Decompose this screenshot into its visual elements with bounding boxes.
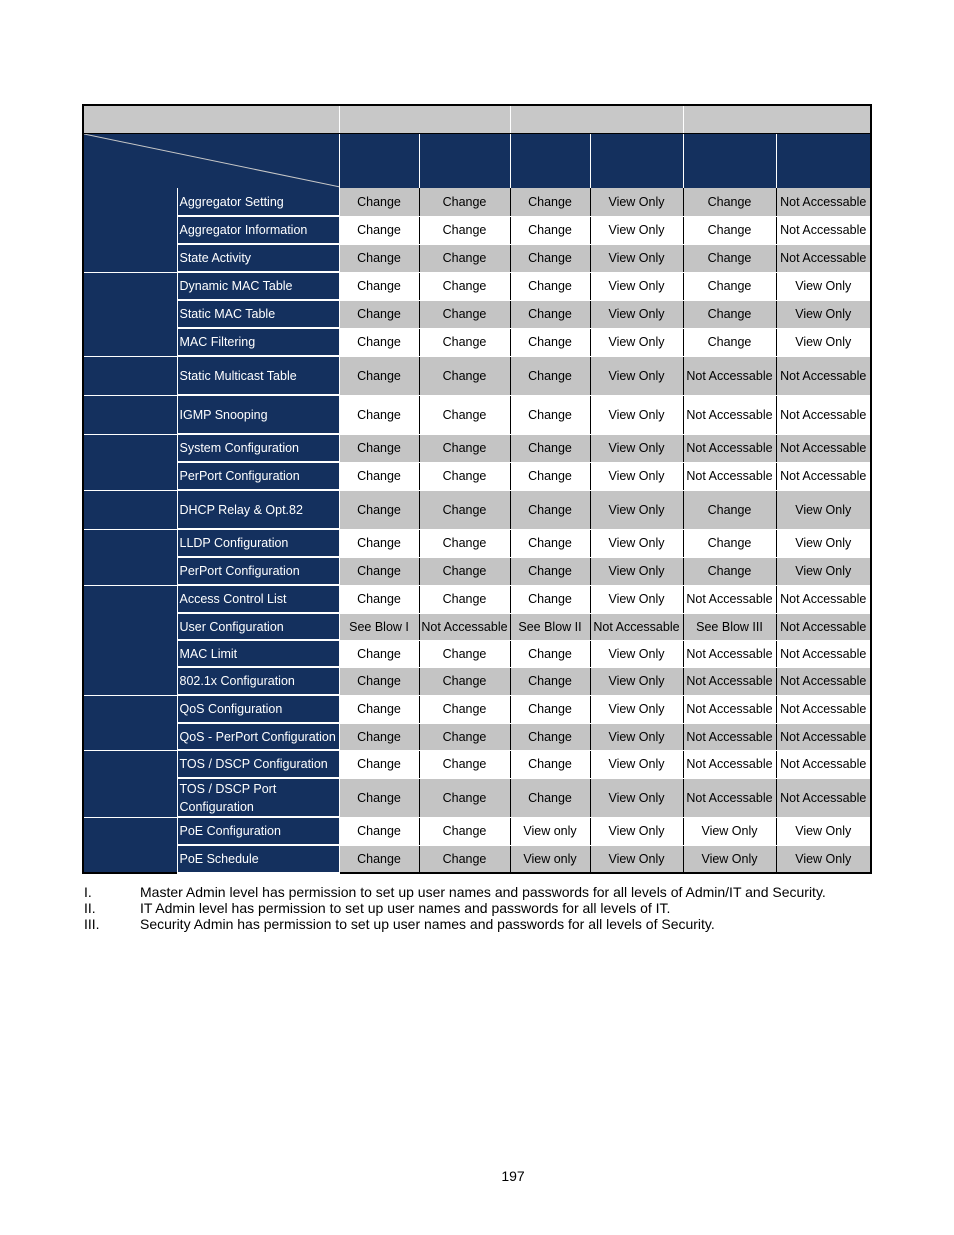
permission-cell: Not Accessable xyxy=(776,778,871,817)
header-sub-cell xyxy=(510,134,590,189)
feature-label: DHCP Relay & Opt.82 xyxy=(177,490,339,529)
feature-label: Static MAC Table xyxy=(177,300,339,328)
permission-cell: Change xyxy=(339,272,419,300)
permission-cell: Change xyxy=(510,216,590,244)
table-row xyxy=(83,778,871,817)
permission-cell: Change xyxy=(510,272,590,300)
permission-cell: View Only xyxy=(590,300,683,328)
permission-cell: Change xyxy=(339,188,419,216)
feature-label: 802.1x Configuration xyxy=(177,667,339,695)
table-row xyxy=(83,557,871,585)
permission-cell: Not Accessable xyxy=(776,244,871,272)
header-sub-cell xyxy=(683,134,776,189)
permission-cell: Change xyxy=(419,244,510,272)
permission-cell: View Only xyxy=(590,817,683,845)
permission-cell: Not Accessable xyxy=(776,395,871,434)
group-cell xyxy=(83,817,177,873)
permission-cell: Change xyxy=(419,750,510,778)
group-cell xyxy=(83,272,177,356)
feature-label: Aggregator Information xyxy=(177,216,339,244)
permission-cell: Change xyxy=(419,529,510,557)
permission-cell: Change xyxy=(339,585,419,613)
table-row xyxy=(83,640,871,667)
permission-cell: Change xyxy=(419,557,510,585)
feature-label: TOS / DSCP Port Configuration xyxy=(177,778,339,817)
permission-cell: Change xyxy=(510,750,590,778)
permission-cell: Change xyxy=(510,723,590,750)
group-cell xyxy=(83,529,177,585)
permission-cell: View Only xyxy=(590,695,683,723)
permission-cell: Change xyxy=(419,667,510,695)
permission-cell: Not Accessable xyxy=(776,188,871,216)
permission-cell: View Only xyxy=(590,585,683,613)
permission-cell: Change xyxy=(510,695,590,723)
permission-cell: Not Accessable xyxy=(683,462,776,490)
permission-cell: Change xyxy=(683,328,776,356)
table-row xyxy=(83,395,871,434)
permission-cell: Change xyxy=(339,817,419,845)
table-row xyxy=(83,845,871,873)
permission-cell: Change xyxy=(339,462,419,490)
permission-cell: Change xyxy=(339,490,419,529)
permission-cell: Change xyxy=(419,395,510,434)
feature-label: MAC Limit xyxy=(177,640,339,667)
permission-cell: Change xyxy=(339,395,419,434)
feature-label: QoS - PerPort Configuration xyxy=(177,723,339,750)
permission-cell: Change xyxy=(339,356,419,395)
footnote-number: III. xyxy=(84,916,100,932)
header-group-cell-3 xyxy=(683,105,871,134)
permission-cell: Not Accessable xyxy=(683,667,776,695)
permission-cell: Not Accessable xyxy=(683,356,776,395)
permission-cell: Not Accessable xyxy=(683,778,776,817)
group-cell xyxy=(83,395,177,434)
permission-cell: View Only xyxy=(683,845,776,873)
permission-cell: Change xyxy=(419,462,510,490)
table-row xyxy=(83,585,871,613)
group-cell xyxy=(83,585,177,695)
permission-cell: Change xyxy=(683,272,776,300)
permission-cell: Not Accessable xyxy=(776,667,871,695)
permission-cell: Change xyxy=(683,557,776,585)
table-row xyxy=(83,613,871,640)
permission-cell: View Only xyxy=(776,300,871,328)
permission-cell: See Blow III xyxy=(683,613,776,640)
permission-cell: Change xyxy=(683,188,776,216)
permission-cell: View Only xyxy=(776,272,871,300)
permission-cell: View Only xyxy=(590,640,683,667)
permission-cell: View Only xyxy=(590,490,683,529)
permission-cell: Change xyxy=(339,300,419,328)
permission-cell: Not Accessable xyxy=(683,723,776,750)
permission-cell: Change xyxy=(419,328,510,356)
table-row xyxy=(83,750,871,778)
feature-label: System Configuration xyxy=(177,434,339,462)
feature-label: User Configuration xyxy=(177,613,339,640)
permission-cell: Change xyxy=(339,434,419,462)
header-blank-cell xyxy=(83,105,339,134)
permission-cell: Change xyxy=(510,462,590,490)
header-sub-cell xyxy=(419,134,510,189)
header-group-cell-1 xyxy=(339,105,510,134)
permission-cell: Change xyxy=(339,640,419,667)
permission-cell: Change xyxy=(510,328,590,356)
permission-cell: Not Accessable xyxy=(776,695,871,723)
footnote-text: IT Admin level has permission to set up user names and passwords for all levels of IT. xyxy=(140,900,671,916)
table-row xyxy=(83,244,871,272)
footnote-number: II. xyxy=(84,900,96,916)
group-cell xyxy=(83,695,177,750)
permission-cell: Change xyxy=(339,244,419,272)
permission-cell: View Only xyxy=(776,557,871,585)
permission-cell: View Only xyxy=(776,328,871,356)
header-group-cell-2 xyxy=(510,105,683,134)
permission-cell: Change xyxy=(510,244,590,272)
table-row xyxy=(83,490,871,529)
permission-cell: Not Accessable xyxy=(776,216,871,244)
permission-cell: Not Accessable xyxy=(776,640,871,667)
permission-cell: Not Accessable xyxy=(776,613,871,640)
feature-label: LLDP Configuration xyxy=(177,529,339,557)
permission-cell: Change xyxy=(419,778,510,817)
table-row xyxy=(83,723,871,750)
header-sub-cell xyxy=(590,134,683,189)
permission-cell: Change xyxy=(339,750,419,778)
permission-cell: Change xyxy=(419,640,510,667)
permission-cell: View only xyxy=(510,845,590,873)
permission-cell: Change xyxy=(419,272,510,300)
permission-cell: View Only xyxy=(590,750,683,778)
table-row xyxy=(83,434,871,462)
permission-cell: View Only xyxy=(590,244,683,272)
permission-cell: Not Accessable xyxy=(683,640,776,667)
group-cell xyxy=(83,188,177,272)
feature-label: TOS / DSCP Configuration xyxy=(177,750,339,778)
permission-cell: Change xyxy=(683,490,776,529)
permission-cell: See Blow II xyxy=(510,613,590,640)
header-sub-cell xyxy=(776,134,871,189)
group-cell xyxy=(83,434,177,490)
permission-cell: Change xyxy=(339,529,419,557)
permission-cell: Not Accessable xyxy=(776,723,871,750)
permission-cell: Change xyxy=(510,640,590,667)
table-row xyxy=(83,328,871,356)
permission-cell: Change xyxy=(339,667,419,695)
permission-cell: Change xyxy=(419,817,510,845)
permission-cell: Not Accessable xyxy=(776,462,871,490)
permission-cell: View Only xyxy=(590,778,683,817)
permission-cell: Not Accessable xyxy=(776,585,871,613)
permission-cell: Change xyxy=(419,845,510,873)
permission-cell: Not Accessable xyxy=(590,613,683,640)
permission-cell: View Only xyxy=(590,529,683,557)
feature-label: Access Control List xyxy=(177,585,339,613)
permission-cell: Not Accessable xyxy=(776,356,871,395)
permission-cell: See Blow I xyxy=(339,613,419,640)
permission-cell: Change xyxy=(419,300,510,328)
permission-cell: Change xyxy=(510,434,590,462)
feature-label: State Activity xyxy=(177,244,339,272)
permission-cell: Not Accessable xyxy=(683,395,776,434)
footnote-text: Master Admin level has permission to set up user names and passwords for all levels of Admin/IT and Security. xyxy=(140,884,826,900)
permission-cell: View Only xyxy=(776,817,871,845)
feature-label: IGMP Snooping xyxy=(177,395,339,434)
permission-cell: Change xyxy=(419,434,510,462)
permission-cell: Change xyxy=(419,216,510,244)
permission-cell: Change xyxy=(339,778,419,817)
permission-cell: Change xyxy=(683,529,776,557)
permission-cell: Change xyxy=(510,667,590,695)
permission-cell: View Only xyxy=(590,557,683,585)
header-row-sub xyxy=(83,134,871,189)
group-cell xyxy=(83,490,177,529)
permission-cell: View Only xyxy=(683,817,776,845)
permission-cell: Not Accessable xyxy=(683,434,776,462)
permission-cell: Change xyxy=(419,356,510,395)
permission-cell: Not Accessable xyxy=(683,750,776,778)
permission-cell: View Only xyxy=(590,272,683,300)
permission-cell: Not Accessable xyxy=(683,695,776,723)
permission-cell: Change xyxy=(339,328,419,356)
permission-cell: View Only xyxy=(590,328,683,356)
permission-cell: Change xyxy=(510,395,590,434)
table-row xyxy=(83,216,871,244)
table-row xyxy=(83,667,871,695)
permission-cell: Change xyxy=(510,557,590,585)
permission-cell: Change xyxy=(419,585,510,613)
permission-cell: Not Accessable xyxy=(776,434,871,462)
permission-cell: View Only xyxy=(590,462,683,490)
permission-cell: View Only xyxy=(590,434,683,462)
table-row xyxy=(83,272,871,300)
permission-cell: Change xyxy=(419,723,510,750)
permission-cell: View Only xyxy=(776,490,871,529)
permission-cell: Change xyxy=(339,845,419,873)
group-cell xyxy=(83,750,177,817)
footnote-number: I. xyxy=(84,884,92,900)
feature-label: QoS Configuration xyxy=(177,695,339,723)
table-row xyxy=(83,356,871,395)
feature-label: PoE Configuration xyxy=(177,817,339,845)
page-number: 197 xyxy=(501,1168,525,1184)
feature-label: Static Multicast Table xyxy=(177,356,339,395)
permission-cell: Not Accessable xyxy=(419,613,510,640)
table-row xyxy=(83,529,871,557)
permission-cell: View Only xyxy=(776,529,871,557)
permission-cell: Change xyxy=(510,356,590,395)
permission-cell: Change xyxy=(683,216,776,244)
feature-label: PerPort Configuration xyxy=(177,462,339,490)
permission-cell: Change xyxy=(510,490,590,529)
permission-cell: Change xyxy=(683,244,776,272)
feature-label: PoE Schedule xyxy=(177,845,339,873)
table-row xyxy=(83,188,871,216)
diagonal-line xyxy=(84,134,339,188)
feature-label: MAC Filtering xyxy=(177,328,339,356)
permission-cell: Change xyxy=(510,188,590,216)
permission-cell: Change xyxy=(510,300,590,328)
permission-cell: Not Accessable xyxy=(776,750,871,778)
permission-cell: View Only xyxy=(590,723,683,750)
feature-label: Dynamic MAC Table xyxy=(177,272,339,300)
permission-cell: Change xyxy=(419,695,510,723)
feature-label: Aggregator Setting xyxy=(177,188,339,216)
permission-cell: Change xyxy=(419,188,510,216)
header-sub-cell xyxy=(339,134,419,189)
permission-cell: Change xyxy=(339,723,419,750)
table-row xyxy=(83,462,871,490)
permission-cell: Change xyxy=(510,778,590,817)
footnote-text: Security Admin has permission to set up user names and passwords for all levels of Security. xyxy=(140,916,715,932)
table-row xyxy=(83,300,871,328)
permission-cell: Change xyxy=(419,490,510,529)
header-row-top xyxy=(83,105,871,134)
permission-cell: View Only xyxy=(590,356,683,395)
permission-cell: Change xyxy=(339,557,419,585)
permission-cell: View Only xyxy=(590,216,683,244)
permission-cell: View only xyxy=(510,817,590,845)
permissions-table xyxy=(82,104,872,874)
table-row xyxy=(83,695,871,723)
permission-cell: Not Accessable xyxy=(683,585,776,613)
permission-cell: View Only xyxy=(590,845,683,873)
permission-cell: View Only xyxy=(590,667,683,695)
permission-cell: Change xyxy=(510,529,590,557)
permission-cell: Change xyxy=(339,216,419,244)
table-row xyxy=(83,817,871,845)
permission-cell: Change xyxy=(683,300,776,328)
permission-cell: View Only xyxy=(590,188,683,216)
header-diagonal-cell xyxy=(83,134,339,189)
permission-cell: View Only xyxy=(776,845,871,873)
feature-label: PerPort Configuration xyxy=(177,557,339,585)
group-cell xyxy=(83,356,177,395)
permission-cell: View Only xyxy=(590,395,683,434)
permission-cell: Change xyxy=(510,585,590,613)
permission-cell: Change xyxy=(339,695,419,723)
